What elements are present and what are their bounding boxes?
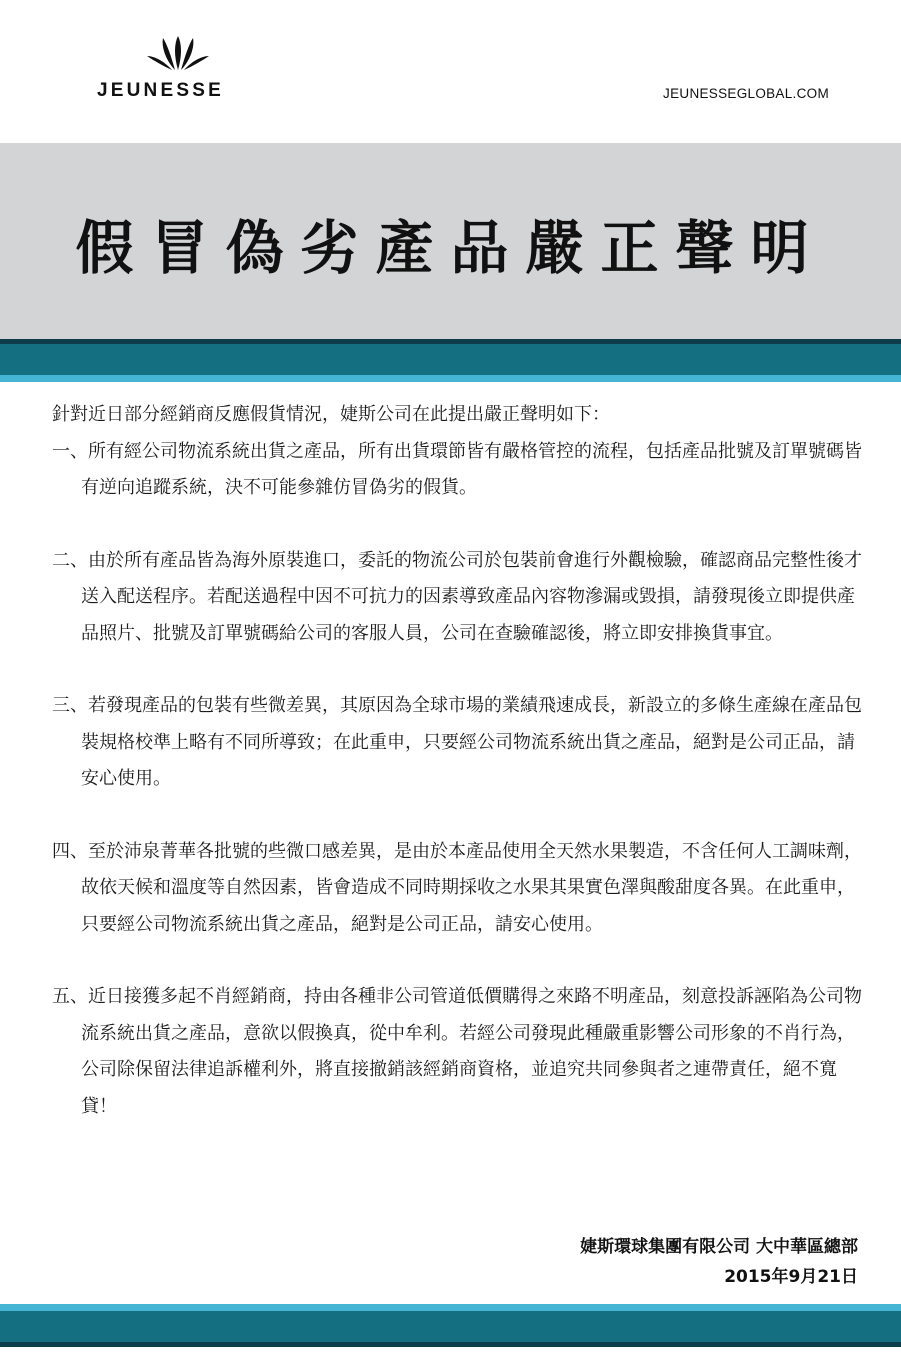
website-url: JEUNESSEGLOBAL.COM <box>663 86 829 101</box>
intro-paragraph: 針對近日部分經銷商反應假貨情況，婕斯公司在此提出嚴正聲明如下： <box>52 404 610 425</box>
company-name: 婕斯環球集團有限公司 大中華區總部 <box>580 1237 858 1257</box>
bottom-stripe-teal <box>0 1311 901 1342</box>
statement-item: 一、所有經公司物流系統出貨之產品，所有出貨環節皆有嚴格管控的流程，包括產品批號及訂單號碼皆有逆向追蹤系統，決不可能參雜仿冒偽劣的假貨。 <box>52 440 862 498</box>
brand-wordmark: JEUNESSE <box>97 80 224 101</box>
statement-item: 三、若發現產品的包裝有些微差異，其原因為全球市場的業績飛速成長，新設立的多條生產線在產品包裝規格校準上略有不同所導致；在此重申，只要經公司物流系統出貨之產品，絕對是公司正品，請安心使用。 <box>52 695 862 789</box>
statement-item: 四、至於沛泉菁華各批號的些微口感差異，是由於本產品使用全天然水果製造，不含任何人工調味劑，故依天候和溫度等自然因素，皆會造成不同時期採收之水果其果實色澤與酸甜度各異。在此重申，只要經公司物流系統出貨之產品，絕對是公司正品，請安心使用。 <box>52 840 862 935</box>
top-stripe-teal <box>0 344 901 375</box>
statement-body <box>52 397 864 1161</box>
page-header <box>0 0 901 143</box>
bottom-stripe-dark <box>0 1342 901 1347</box>
jeunesse-leaf-logo-icon <box>145 34 211 74</box>
signature-block <box>580 1232 858 1292</box>
bottom-stripe-light <box>0 1304 901 1311</box>
statement-item: 二、由於所有產品皆為海外原裝進口，委託的物流公司於包裝前會進行外觀檢驗，確認商品完整性後才送入配送程序。若配送過程中因不可抗力的因素導致產品內容物滲漏或毀損，請發現後立即提供產品照片、批號及訂單號碼給公司的客服人員，公司在查驗確認後，將立即安排換貨事宜。 <box>52 549 862 644</box>
statement-date: 2015年9月21日 <box>724 1267 858 1287</box>
statement-item: 五、近日接獲多起不肖經銷商，持由各種非公司管道低價購得之來路不明產品，刻意投訴誣陷為公司物流系統出貨之產品，意欲以假換真，從中牟利。若經公司發現此種嚴重影響公司形象的不肖行為，公司除保留法律追訴權利外，將直接撤銷該經銷商資格，並追究共同參與者之連帶責任，絕不寬貸！ <box>52 986 862 1117</box>
page-title: 假冒偽劣產品嚴正聲明 <box>75 214 826 282</box>
top-stripe-light <box>0 375 901 382</box>
